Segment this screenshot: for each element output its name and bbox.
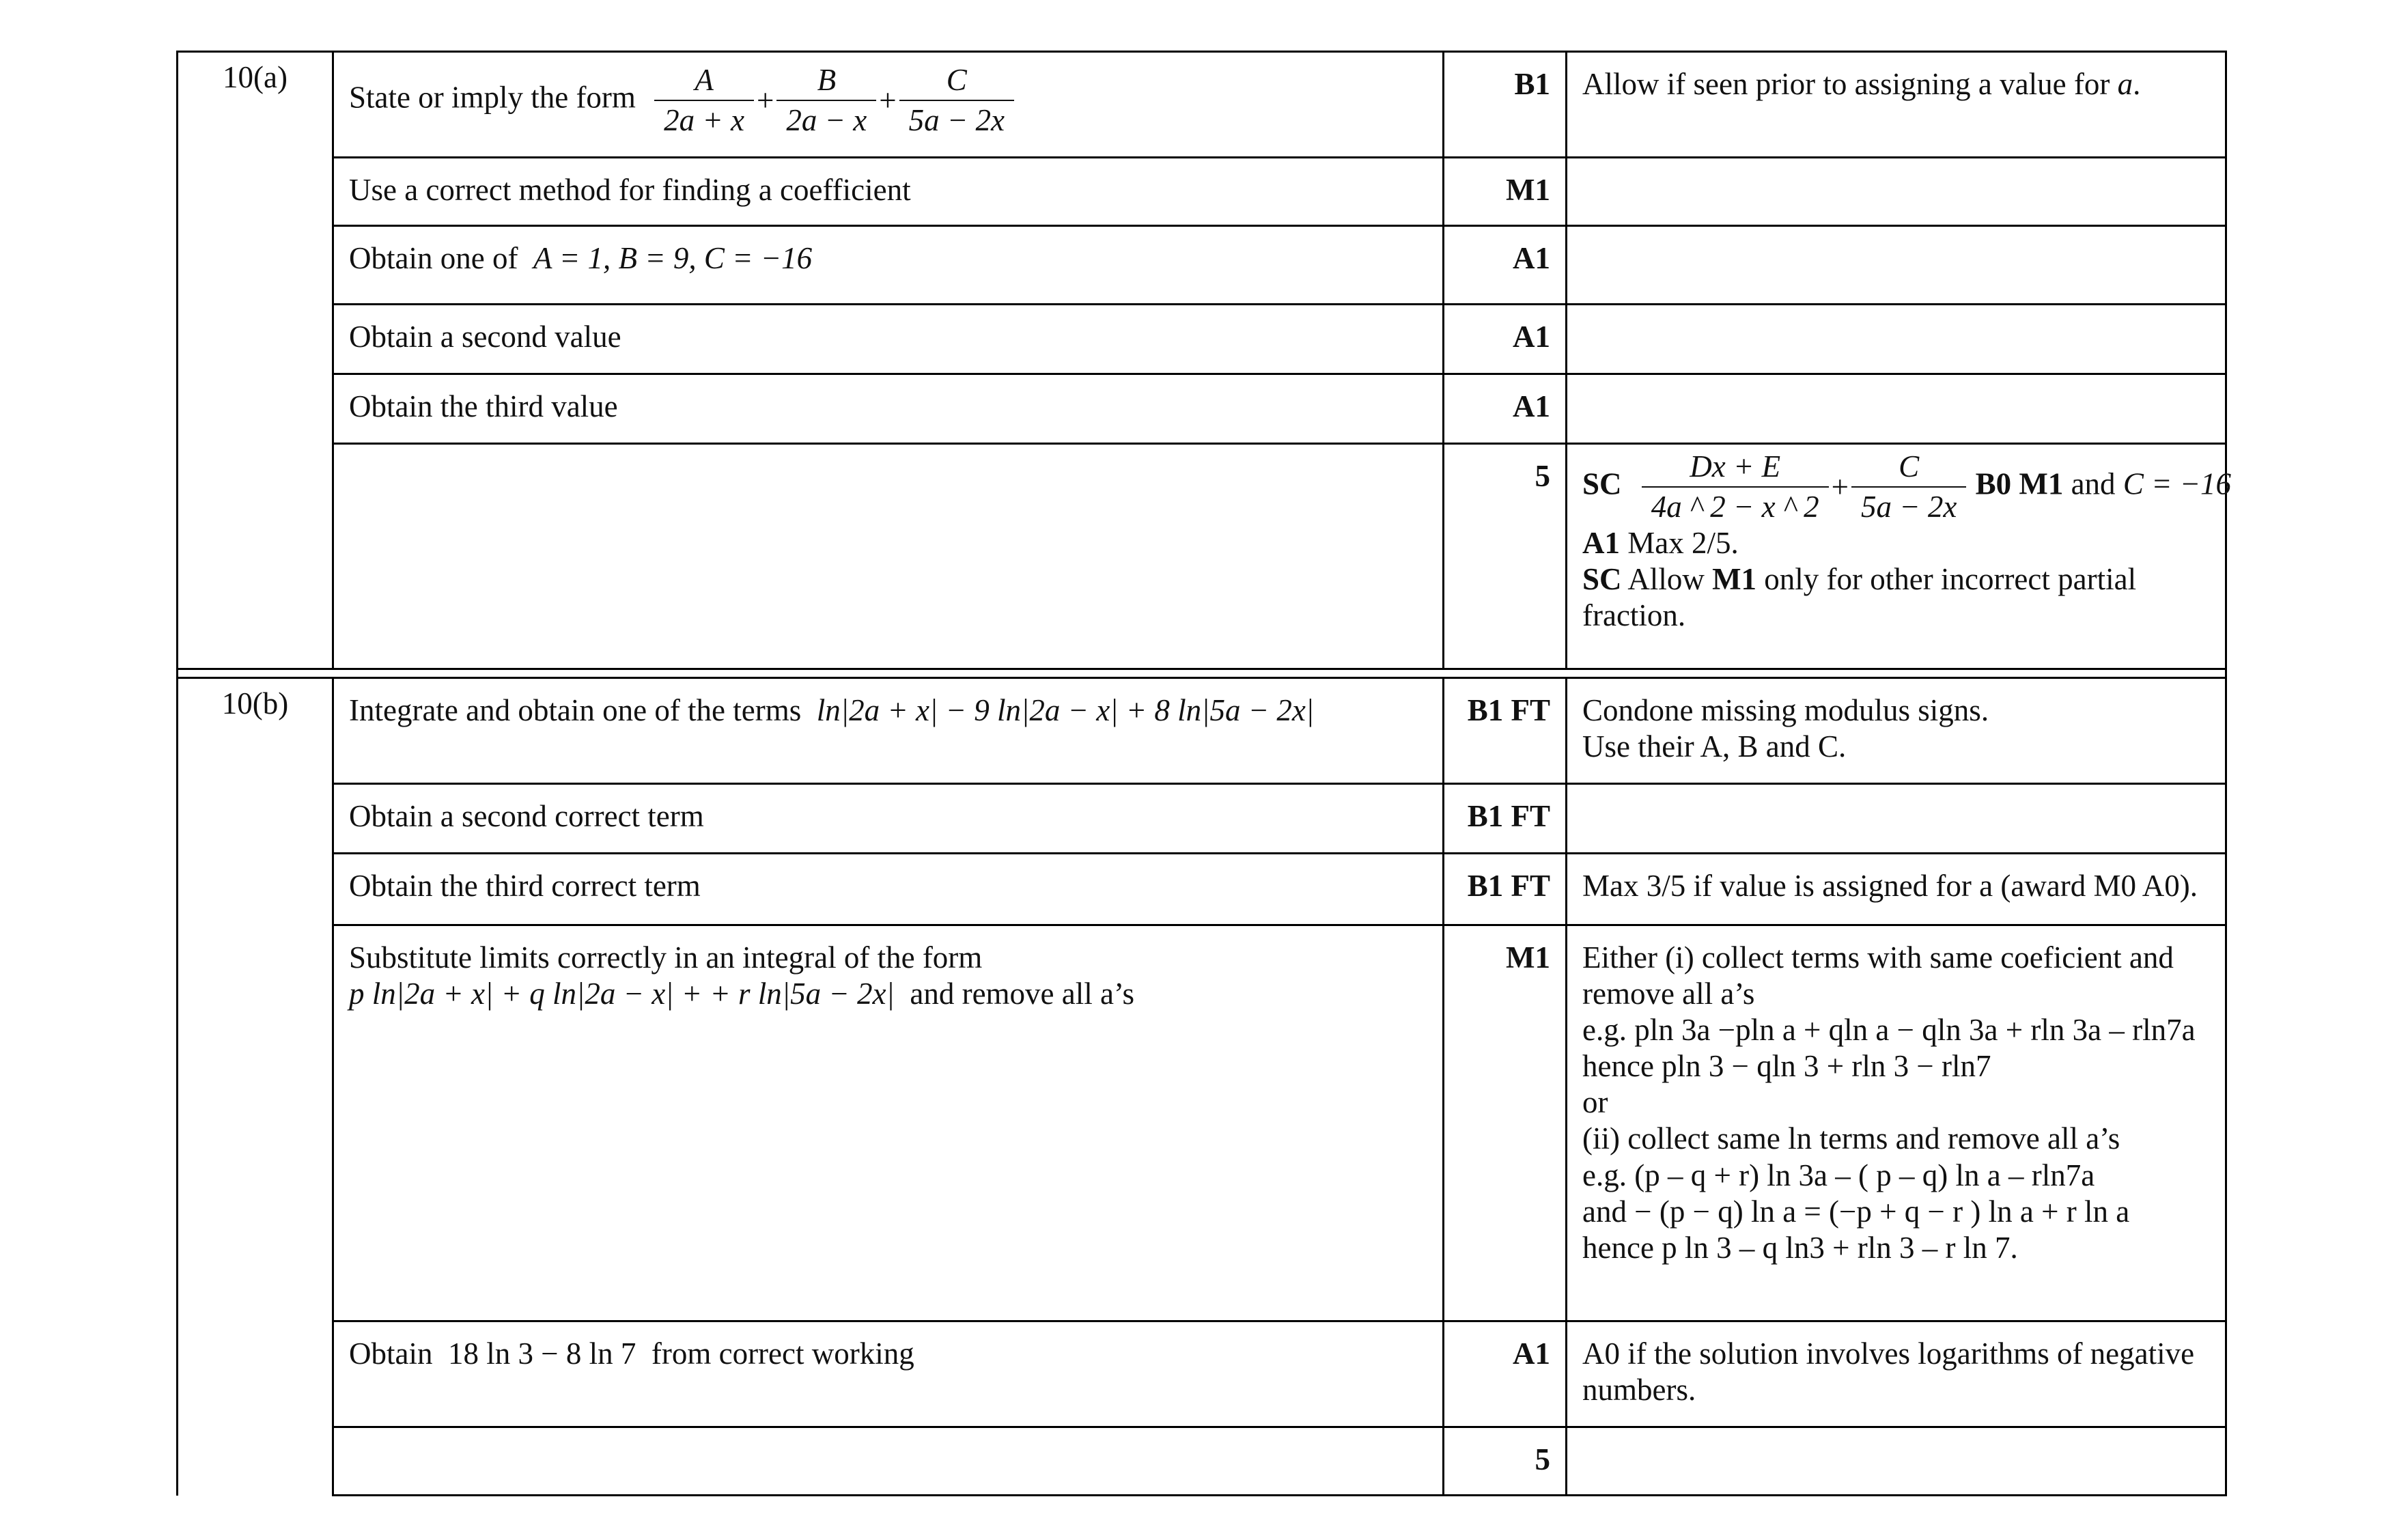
mark-cell: A1 (1444, 305, 1567, 374)
total-mark: 5 (1444, 1427, 1567, 1496)
answer-cell: Obtain 18 ln 3 − 8 ln 7 from correct working (333, 1321, 1444, 1427)
guidance-cell: Allow if seen prior to assigning a value for a. (1567, 52, 2226, 158)
mark-cell: B1 FT (1444, 678, 1567, 784)
question-number: 10(b) (178, 678, 333, 1496)
table-row (178, 52, 2226, 158)
guidance-cell: A0 if the solution involves logarithms of negative numbers. (1567, 1321, 2226, 1427)
table-row (178, 678, 2226, 784)
answer-cell (333, 1427, 1444, 1496)
answer-cell: Integrate and obtain one of the terms ln|2a + x| − 9 ln|2a − x| + 8 ln|5a − 2x| (333, 678, 1444, 784)
guidance-cell: Condone missing modulus signs. Use their A, B and C. (1567, 678, 2226, 784)
mark-cell: M1 (1444, 925, 1567, 1321)
mark-cell: A1 (1444, 1321, 1567, 1427)
table-row (178, 444, 2226, 669)
mark-cell: A1 (1444, 374, 1567, 444)
answer-cell: Obtain the third value (333, 374, 1444, 444)
table-row (178, 305, 2226, 374)
table-row (178, 1427, 2226, 1496)
guidance-cell: SC $\frac{Dx + E}{4a \^{} 2 - x \^{} 2}$ + $\frac{C}{5a - 2x}$ B0 M1 and C = −16 A1 Max 2/5. SC Allow M1 only for other incorrect partial fraction. (1567, 444, 2226, 669)
table-row (178, 226, 2226, 305)
mark-cell: B1 FT (1444, 854, 1567, 925)
total-mark: 5 (1444, 444, 1567, 669)
table-row (178, 784, 2226, 854)
answer-cell: Obtain a second value (333, 305, 1444, 374)
mark-cell: A1 (1444, 226, 1567, 305)
answer-cell: Obtain the third correct term (333, 854, 1444, 925)
table-row (178, 374, 2226, 444)
mark-cell: B1 FT (1444, 784, 1567, 854)
section-separator (178, 669, 2226, 678)
guidance-cell (1567, 374, 2226, 444)
table-row (178, 854, 2226, 925)
mark-cell: B1 (1444, 52, 1567, 158)
answer-cell: Use a correct method for finding a coefficient (333, 158, 1444, 226)
mark-cell: M1 (1444, 158, 1567, 226)
table-row (178, 925, 2226, 1321)
answer-cell (333, 444, 1444, 669)
guidance-cell: Max 3/5 if value is assigned for a (award M0 A0). (1567, 854, 2226, 925)
guidance-cell (1567, 158, 2226, 226)
answer-cell: Obtain a second correct term (333, 784, 1444, 854)
mark-scheme-table (176, 51, 2232, 1496)
guidance-cell: Either (i) collect terms with same coeficient and remove all a’s e.g. pln 3a −pln a + qln a − qln 3a + rln 3a – rln7a hence pln 3 − qln 3 + rln 3 − rln7 or (ii) collect same ln terms and remove all a’s e.g. (p – q + r) ln 3a – ( p – q) ln a – rln7a and − (p − q) ln a = (−p + q − r ) ln a + r ln a hence p ln 3 – q ln3 + rln 3 – r ln 7. (1567, 925, 2226, 1321)
guidance-cell (1567, 305, 2226, 374)
guidance-cell (1567, 784, 2226, 854)
answer-cell: State or imply the form $\frac{A}{2a + x}$ + $\frac{B}{2a - x}$ + $\frac{C}{5a - 2x}$ (333, 52, 1444, 158)
question-number: 10(a) (178, 52, 333, 669)
table-row (178, 158, 2226, 226)
answer-cell: Substitute limits correctly in an integral of the form p ln|2a + x| + q ln|2a − x| + + r ln|5a − 2x| and remove all a’s (333, 925, 1444, 1321)
table-row (178, 1321, 2226, 1427)
answer-cell: Obtain one of A = 1, B = 9, C = −16 (333, 226, 1444, 305)
guidance-cell (1567, 1427, 2226, 1496)
guidance-cell (1567, 226, 2226, 305)
